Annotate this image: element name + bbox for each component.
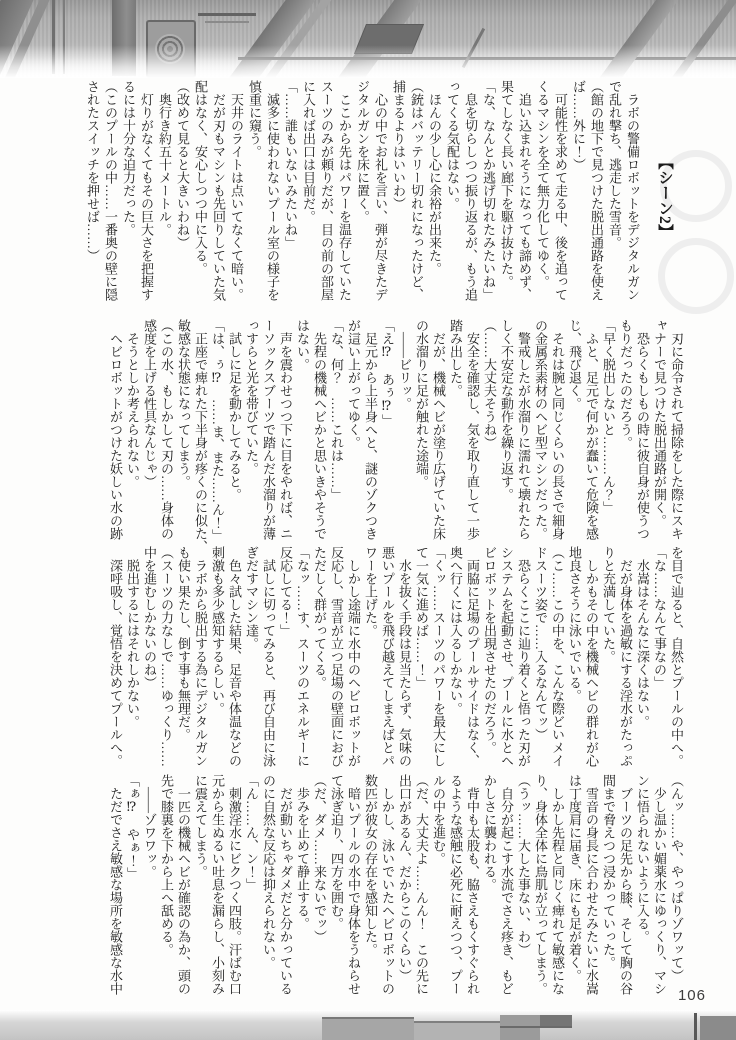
text-column: 水を抜く手段は見当たらず、気味の xyxy=(397,546,412,767)
footer-artwork xyxy=(0,1010,736,1040)
text-column: 試しに足を動かしてみると。 xyxy=(227,319,242,501)
text-column: 「な、なんとか逃げ切れたみたいね」 xyxy=(481,80,496,301)
text-column: の金属系素材のヘビ型マシンだった。 xyxy=(533,319,548,540)
text-column: ば……外に！） xyxy=(571,80,586,171)
text-column: ワーを上げた。 xyxy=(363,546,378,637)
text-column: しかもその中を機械ヘビの群れが心 xyxy=(584,546,599,767)
text-column: 少し温かい媚薬水にゆっくり、マシ xyxy=(652,774,667,995)
text-column: 脱出するにはそれしかない。 xyxy=(125,546,140,728)
text-column: 「……誰もいないみたいね」 xyxy=(283,80,298,249)
text-column: もりだったのだろう。 xyxy=(618,319,633,449)
text-column: しかし先程と同じく痺れて敏感にな xyxy=(550,774,565,995)
text-column: だが動いちゃダメだと分かっている xyxy=(278,774,293,995)
text-column: 追い込まれそうになっても諦めず、 xyxy=(517,80,532,301)
text-column: 色々試した結果、足音や体温などの xyxy=(227,546,242,767)
text-column: ルの中を進む。 xyxy=(431,774,446,865)
text-column: ラボの警備ロボットをデジタルガン xyxy=(625,80,640,301)
artwork-shape xyxy=(322,1017,414,1040)
text-column: 「え⁉ あぅ⁉」 xyxy=(380,319,395,427)
text-band-3 xyxy=(107,546,685,772)
artwork-shape xyxy=(0,0,38,78)
text-column: じ、飛び退く。 xyxy=(567,319,582,410)
text-column: で乱れ撃ち、逃走した雪音。 xyxy=(607,80,622,249)
text-column: ふと、足元で何かが蠢いて危険を感 xyxy=(584,319,599,540)
text-column: ラボから脱出する為にデジタルガン xyxy=(193,546,208,767)
text-column: 心の中でお礼を言い、弾が尽きたデ xyxy=(373,80,388,301)
text-column: ブーツの足先から膝、そして胸の谷 xyxy=(618,774,633,995)
text-band-2 xyxy=(107,319,685,553)
text-column: くるマシンを全て無力化してゆく。 xyxy=(535,80,550,288)
text-column: 暗いプールの水中で身体をうねらせ xyxy=(346,774,361,995)
text-column: （……大丈夫そうね） xyxy=(482,319,497,449)
text-column: ぎだすマシン達。 xyxy=(244,546,259,650)
text-column: （だ、ダメ……来ないでッ） xyxy=(312,774,327,943)
text-column: 自分が起こす水流でさえ疼き、もど xyxy=(499,774,514,995)
text-column: 「ぁ⁉ やぁ！」 xyxy=(125,774,140,880)
text-column: 敏感な状態になってしまう。 xyxy=(176,319,191,488)
text-column: 捕まるよりはいいわ） xyxy=(391,80,406,210)
text-column: 果てしなく長い廊下を駆け抜けた。 xyxy=(499,80,514,288)
artwork-shape xyxy=(700,1016,736,1040)
text-column: ャナーで見つけた脱出通路が開く。 xyxy=(652,319,667,527)
text-column: 悪いプールを飛び越えてしまえばとパ xyxy=(380,546,395,767)
artwork-shape xyxy=(694,1013,697,1040)
artwork-shape xyxy=(52,0,55,74)
artwork-shape xyxy=(0,0,56,78)
text-column: のに自然な反応は抑えられない。 xyxy=(261,774,276,969)
text-column: るには十分な迫力だった。 xyxy=(121,80,136,236)
text-column: だが身体を過敏にする淫水がたっぷ xyxy=(618,546,633,767)
text-column: 配はなく、安心しつつ中に入る。 xyxy=(193,80,208,275)
text-column: ってくる気配はない。 xyxy=(445,80,460,210)
text-column: （館の地下で見つけた脱出通路を使え xyxy=(589,80,604,301)
text-column: 元から生ぬるい吐息を漏らし、小刻み xyxy=(210,774,225,995)
text-column: （このプールの中……一番奥の壁に隠 xyxy=(103,80,118,301)
text-column: も使い果たし、倒す事も無理だ。 xyxy=(176,546,191,741)
text-column: 奥へ行くには入るしかない。 xyxy=(448,546,463,715)
text-column: 刺激も多少感知するらしい。 xyxy=(210,546,225,715)
text-column: しく不安定な動作を繰り返す。 xyxy=(499,319,514,501)
text-column: ――ビリッ。 xyxy=(397,319,412,410)
artwork-shape xyxy=(219,0,321,78)
text-column: りと充満していた。 xyxy=(601,546,616,663)
coil-icon xyxy=(155,34,185,64)
text-column: （改めて見ると大きいわね） xyxy=(175,80,190,249)
text-column: 奥行き約五十メートル。 xyxy=(157,80,172,236)
text-column: 試しに切ってみると、再び自由に泳 xyxy=(261,546,276,767)
text-column: ジタルガンを床に置く。 xyxy=(355,80,370,223)
text-column: ただでさえ敏感な場所を敏感な水中 xyxy=(108,774,123,995)
text-column: システムを起動させ、プールに水とヘ xyxy=(499,546,514,767)
text-column: 恐らくここに辿り着くと悟った刃が xyxy=(516,546,531,767)
text-column: 天井のライトは点いてなくて暗い。 xyxy=(229,80,244,301)
text-column: ンに悟られないように入る。 xyxy=(635,774,650,943)
artwork-shape xyxy=(500,1026,572,1028)
text-column: 踏み出した。 xyxy=(448,319,463,397)
text-column: ヘビロボットがつけた妖しい水の跡 xyxy=(108,319,123,540)
artwork-shape xyxy=(198,13,256,16)
text-column: の水溜りに足が触れた途端。 xyxy=(414,319,429,488)
text-column: 地良さそうに泳いでいる。 xyxy=(567,546,582,702)
text-column: 安全を確認し、気を取り直して一歩 xyxy=(465,319,480,540)
text-column: 「くッ……スーツのパワーを最大にし xyxy=(431,546,446,767)
text-column: 刃に命令されて掃除をした際にスキ xyxy=(669,319,684,540)
text-column: 水嵩はそんなに深くはない。 xyxy=(635,546,650,728)
text-area xyxy=(85,80,685,1005)
text-column: ただしく群がってくる。 xyxy=(312,546,327,689)
text-column: 警戒したが水溜りに濡れて壊れたら xyxy=(516,319,531,540)
artwork-shape xyxy=(63,0,65,74)
text-column: 「早く脱出しないと………ん？」 xyxy=(601,319,616,514)
text-column: り、身体全体に鳥肌が立ってしまう。 xyxy=(533,774,548,995)
text-column: 数匹が彼女の存在を感知した。 xyxy=(363,774,378,956)
text-column: 感度を上げる性具なんじゃ） xyxy=(142,319,157,488)
text-column: 「な、何？ ……これは……」 xyxy=(329,319,344,501)
text-column: ビロボットを出現させたのだろう。 xyxy=(482,546,497,754)
text-column: 間まで脅えつつ浸かっていった。 xyxy=(601,774,616,969)
text-column: て泳ぎ迫り、四方を囲む。 xyxy=(329,774,344,930)
text-column: て一気に進めば……！」 xyxy=(414,546,429,689)
text-column: ドスーツ姿で……入るなんてッ） xyxy=(533,546,548,741)
artwork-shape xyxy=(590,0,684,78)
text-column: 「なッ……す、スーツのエネルギーに xyxy=(295,546,310,767)
artwork-shape xyxy=(325,0,428,78)
text-column: 足元から上半身へと、謎のゾクつき xyxy=(363,319,378,540)
text-column: は丁度肩に届き、床にも足が着く。 xyxy=(567,774,582,982)
text-column: ーソックスブーツで踏んだ水溜りが薄 xyxy=(261,319,276,540)
text-column: 反応し、雪音が立つ足場の壁面におび xyxy=(329,546,344,767)
text-column: それは腕と同じくらいの長さで細身 xyxy=(550,319,565,540)
text-column: そうとしか考えられない。 xyxy=(125,319,140,488)
text-column: されたスイッチを押せば……） xyxy=(85,80,100,262)
text-column: （んッ……や、やっぱりゾワッて） xyxy=(669,774,684,982)
text-column: 中を進むしかないのね） xyxy=(142,546,157,689)
text-column: 息を切らしつつ振り返るが、もう追 xyxy=(463,80,478,301)
text-column: 慎重に窺う。 xyxy=(247,80,262,158)
text-column: 一匹の機械ヘビが確認の為か、頭の xyxy=(176,774,191,995)
text-column: 先で膝裏を下から上へ舐める。 xyxy=(159,774,174,956)
text-column: ――ゾワワッ。 xyxy=(142,774,157,878)
text-column: 恐らくもしもの時に彼自身が使うつ xyxy=(635,319,650,540)
artwork-shape xyxy=(414,1021,500,1040)
text-column: 正座で痺れた下半身が疼くのに似た、 xyxy=(193,319,208,553)
text-column: 可能性を求めて走る中、後を追って xyxy=(553,80,568,301)
text-band-1 xyxy=(83,80,685,314)
artwork-shape xyxy=(146,20,196,78)
text-column: 「ん……ん、ン！」 xyxy=(244,774,259,891)
text-column: だが、機械ヘビが塗り広げていた床 xyxy=(431,319,446,540)
text-column: に震えてしまう。 xyxy=(193,774,208,878)
text-column: かしさに襲われる。 xyxy=(482,774,497,891)
text-column: しかし、泳いでいたヘビロボットの xyxy=(380,774,395,995)
text-column: 反応してる！」 xyxy=(278,546,293,637)
artwork-shape xyxy=(540,1015,572,1026)
text-column: はない。 xyxy=(295,319,310,371)
artwork-shape xyxy=(665,0,736,78)
text-column: を目で辿ると、自然とプールの中へ。 xyxy=(669,546,684,767)
artwork-shape xyxy=(205,21,249,23)
page-number: 106 xyxy=(677,987,706,1004)
text-column: 両脇に足場のプールサイドはなく、 xyxy=(465,546,480,767)
scene-heading: 【シーン2】 xyxy=(656,154,673,240)
text-column: だが刃もマシンも先回りしていた気 xyxy=(211,80,226,301)
artwork-shape xyxy=(252,0,341,78)
artwork-shape xyxy=(112,0,136,76)
artwork-shape xyxy=(354,24,424,54)
text-band-4 xyxy=(107,774,685,1004)
artwork-shape xyxy=(238,57,736,60)
text-column: 歩みを止めて静止する。 xyxy=(295,774,310,930)
text-column: （だ、大丈夫よ……んん！ この先に xyxy=(414,774,429,995)
text-column: 刺激淫水にビクつく四肢。汗ばむ口 xyxy=(227,774,242,995)
text-column: 深呼吸し、覚悟を決めてプールへ。 xyxy=(108,546,123,767)
header-artwork xyxy=(0,0,736,78)
text-column: 滅多に使われないプール室の様子を xyxy=(265,80,280,301)
text-column: 「は、ぅ⁉ ……ま、また……ん！」 xyxy=(210,319,225,542)
text-column: （銃はバッテリー切れになったけど、 xyxy=(409,80,424,301)
text-column: 声を震わせつつ下に目をやれば、ニ xyxy=(278,319,293,540)
text-column: 灯りがなくてもその巨大さを把握す xyxy=(139,80,154,301)
text-column: 出口があるん、だからこのくらい） xyxy=(397,774,412,982)
text-column: っすらと光を帯びていた。 xyxy=(244,319,259,475)
text-column: に入れば出口は目前だ。 xyxy=(301,80,316,223)
text-column: 「な……なんて事なの」 xyxy=(652,546,667,689)
text-column: （こ……この中を、こんな際どいメイ xyxy=(550,546,565,767)
text-column: 雪音の身長に合わせたみたいに水嵩 xyxy=(584,774,599,995)
text-column: スーツのみが頼りだが、目の前の部屋 xyxy=(319,80,334,301)
text-column: （スーツの力なしで……ゆっくり…… xyxy=(159,546,174,767)
text-column: （この水、もしかして刃の……身体の xyxy=(159,319,174,540)
text-column: ほんの少し心に余裕が出来た。 xyxy=(427,80,442,275)
text-column: が這い上がってゆく。 xyxy=(346,319,361,449)
text-column: ここから先はパワーを温存していた xyxy=(337,80,352,301)
text-column: 背中も太股も、脇さえもくすぐられ xyxy=(465,774,480,995)
text-column: しかし途端に水中のヘビロボットが xyxy=(346,546,361,767)
text-column: （うッ……大した事ない、わ） xyxy=(516,774,531,956)
text-column: るような感触に必死に耐えつつ、プー xyxy=(448,774,463,995)
text-column: 先程の機械ヘビかと思いきやそうで xyxy=(312,319,327,540)
artwork-shape xyxy=(462,28,485,68)
